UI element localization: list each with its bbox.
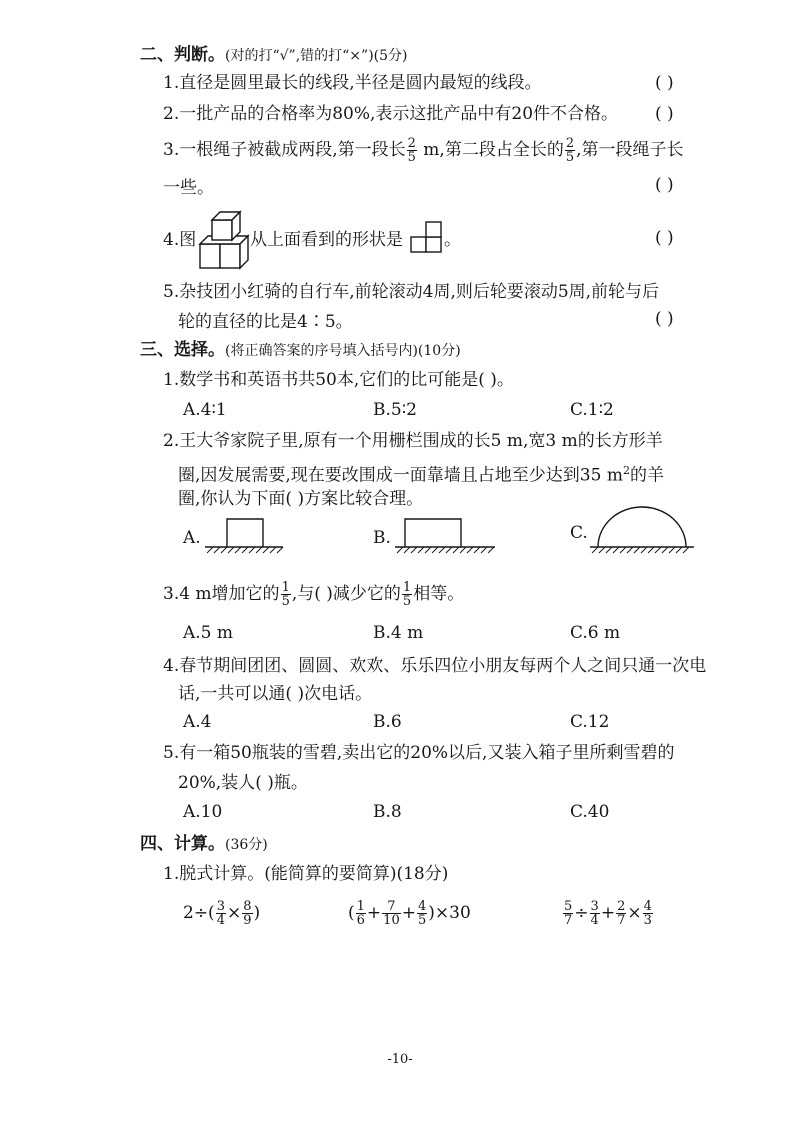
fraction-numerator: 3 [216, 899, 225, 914]
judge-q1: 1.直径是圆里最长的线段,半径是圆内最短的线段。 [163, 73, 542, 93]
option-a-fence-diagram [205, 515, 283, 557]
expr-operator: + [366, 903, 382, 923]
choice-q5-option-c[interactable]: C.40 [570, 802, 610, 822]
choice-q4-line2: 话,一共可以通( )次电话。 [178, 684, 373, 704]
fraction-numerator: 1 [281, 580, 290, 595]
judge-q3-text-2: m,第二段占全长的 [417, 140, 564, 160]
calc-sub1-title: 1.脱式计算。(能简算的要简算)(18分) [163, 864, 449, 884]
option-c-semicircle-diagram [590, 505, 694, 557]
choice-q5-option-b[interactable]: B.8 [373, 802, 402, 822]
choice-q1-option-a[interactable]: A.4∶1 [183, 400, 227, 420]
page-number: -10- [387, 1052, 413, 1067]
choice-q4-line1: 4.春节期间团团、圆圆、欢欢、乐乐四位小朋友每两个人之间只通一次电 [163, 656, 707, 676]
choice-q2-line1: 2.王大爷家院子里,原有一个用栅栏围成的长5 m,宽3 m的长方形羊 [163, 431, 663, 451]
fraction [242, 900, 252, 927]
calc-expression-2 [348, 896, 471, 930]
fraction-denominator: 5 [281, 594, 290, 609]
answer-paren-j5[interactable]: ( ) [655, 309, 674, 329]
choice-q2-line2-a: 圈,因发展需要,现在要改围成一面靠墙且占地至少达到35 m [178, 465, 623, 486]
judge-q3-line2: 一些。 [163, 178, 214, 198]
expr-operator: + [401, 903, 416, 923]
fraction-numerator: 1 [402, 580, 412, 595]
judge-q4-text-2 [250, 229, 403, 251]
choice-q3-text-1: 3.4 m增加它的 [163, 584, 280, 604]
fraction-denominator: 9 [243, 913, 252, 928]
judge-q5-line1: 5.杂技团小红骑的自行车,前轮滚动4周,则后轮要滚动5周,前轮与后 [163, 282, 660, 302]
fraction [382, 900, 401, 927]
fraction [417, 900, 427, 927]
fraction-denominator: 7 [564, 913, 573, 928]
choice-q3-option-a[interactable]: A.5 m [183, 623, 234, 643]
section-3-heading: 三、选择。 [140, 340, 225, 360]
choice-q5-line2: 20%,装人( )瓶。 [178, 773, 308, 793]
answer-paren-j1[interactable]: ( ) [655, 73, 674, 93]
judge-q3-line1 [163, 137, 684, 164]
choice-q4-option-a[interactable]: A.4 [183, 712, 212, 732]
choice-q4-option-b[interactable]: B.6 [373, 712, 402, 732]
choice-q5-line1: 5.有一箱50瓶装的雪碧,卖出它的20%以后,又装入箱子里所剩雪碧的 [163, 743, 675, 763]
fraction-numerator: 2 [617, 899, 626, 914]
choice-q2-line2-b: 的羊 [629, 465, 664, 486]
fraction-denominator: 5 [565, 150, 575, 165]
section-3-note: (将正确答案的序号填入括号内)(10分) [225, 343, 461, 359]
calc-expression-1 [183, 896, 260, 930]
expr-operator: × [627, 903, 642, 923]
choice-q5-option-a[interactable]: A.10 [183, 802, 223, 822]
fraction-numerator: 7 [382, 900, 401, 914]
fraction [590, 900, 600, 927]
fraction-denominator: 5 [407, 150, 416, 165]
section-2-heading: 二、判断。 [140, 45, 225, 65]
section-2-note: (对的打“√”,错的打“×”)(5分) [225, 48, 408, 64]
fraction-denominator: 4 [590, 913, 599, 928]
fraction-numerator: 4 [643, 899, 652, 914]
fraction [563, 900, 573, 927]
expr-operator: ÷ [574, 903, 589, 923]
choice-q2-option-a[interactable]: A. [183, 528, 201, 548]
superscript: 2 [622, 464, 630, 477]
judge-q5-line2: 轮的直径的比是4∶5。 [178, 312, 353, 332]
expr-operator: + [600, 903, 616, 923]
judge-q4-text-2-span: 从上面看到的形状是 [250, 230, 403, 250]
choice-q2-option-b[interactable]: B. [373, 528, 391, 548]
fraction [407, 137, 417, 164]
fraction-numerator: 5 [564, 899, 573, 914]
choice-q1-stem: 1.数学书和英语书共50本,它们的比可能是( )。 [163, 370, 514, 390]
section-3-title [140, 339, 461, 362]
answer-paren-j2[interactable]: ( ) [655, 104, 674, 124]
choice-q3-option-b[interactable]: B.4 m [373, 623, 424, 643]
fraction-numerator: 4 [417, 899, 427, 914]
answer-paren-j4[interactable]: ( ) [655, 228, 674, 248]
judge-q4-text-3: 。 [444, 230, 461, 250]
section-4-note: (36分) [225, 837, 268, 853]
choice-q3-stem [163, 581, 464, 608]
expr-text: ( [348, 903, 355, 923]
choice-q1-option-c[interactable]: C.1∶2 [570, 400, 614, 420]
fraction-numerator: 8 [243, 899, 252, 914]
choice-q3-text-3: 相等。 [413, 584, 465, 604]
section-4-heading: 四、计算。 [140, 834, 225, 854]
answer-paren-j3[interactable]: ( ) [655, 175, 674, 195]
fraction [281, 581, 291, 608]
fraction [216, 900, 226, 927]
calc-expression-3 [562, 896, 654, 930]
choice-q4-option-c[interactable]: C.12 [570, 712, 610, 732]
expr-text: 2÷( [183, 903, 215, 923]
fraction-denominator: 5 [417, 913, 427, 928]
expr-text: )×30 [428, 903, 471, 923]
fraction-denominator: 7 [617, 913, 626, 928]
fraction [616, 900, 626, 927]
judge-q3-text-1: 3.一根绳子被截成两段,第一段长 [163, 140, 406, 160]
fraction-numerator: 2 [565, 136, 575, 151]
judge-q2: 2.一批产品的合格率为80%,表示这批产品中有20件不合格。 [163, 104, 619, 124]
choice-q2-option-c[interactable]: C. [570, 523, 588, 543]
fraction [565, 137, 575, 164]
expr-text: ) [253, 903, 261, 923]
fraction-denominator: 4 [216, 913, 225, 928]
section-4-title [140, 833, 268, 856]
fraction [402, 581, 412, 608]
choice-q2-line3: 圈,你认为下面( )方案比较合理。 [178, 489, 424, 509]
section-2-title [140, 44, 408, 67]
cube-stack-figure [198, 206, 250, 272]
option-b-fence-diagram [395, 515, 495, 557]
judge-q4-text-1: 4.图 [163, 230, 197, 250]
judge-q3-text-3: ,第一段绳子长 [576, 140, 684, 160]
fraction [643, 900, 653, 927]
fraction-numerator: 2 [407, 136, 416, 151]
choice-q3-option-c[interactable]: C.6 m [570, 623, 621, 643]
fraction-denominator: 5 [402, 594, 412, 609]
fraction-denominator: 3 [643, 913, 652, 928]
choice-q2-line2 [178, 460, 664, 487]
fraction-denominator: 10 [383, 913, 400, 928]
fraction-numerator: 3 [590, 899, 599, 914]
choice-q3-text-2: ,与( )减少它的 [291, 584, 401, 604]
fraction [356, 900, 366, 927]
top-view-shape [410, 220, 442, 254]
fraction-denominator: 6 [356, 913, 365, 928]
expr-operator: × [226, 903, 242, 923]
choice-q1-option-b[interactable]: B.5∶2 [373, 400, 417, 420]
fraction-numerator: 1 [356, 899, 365, 914]
